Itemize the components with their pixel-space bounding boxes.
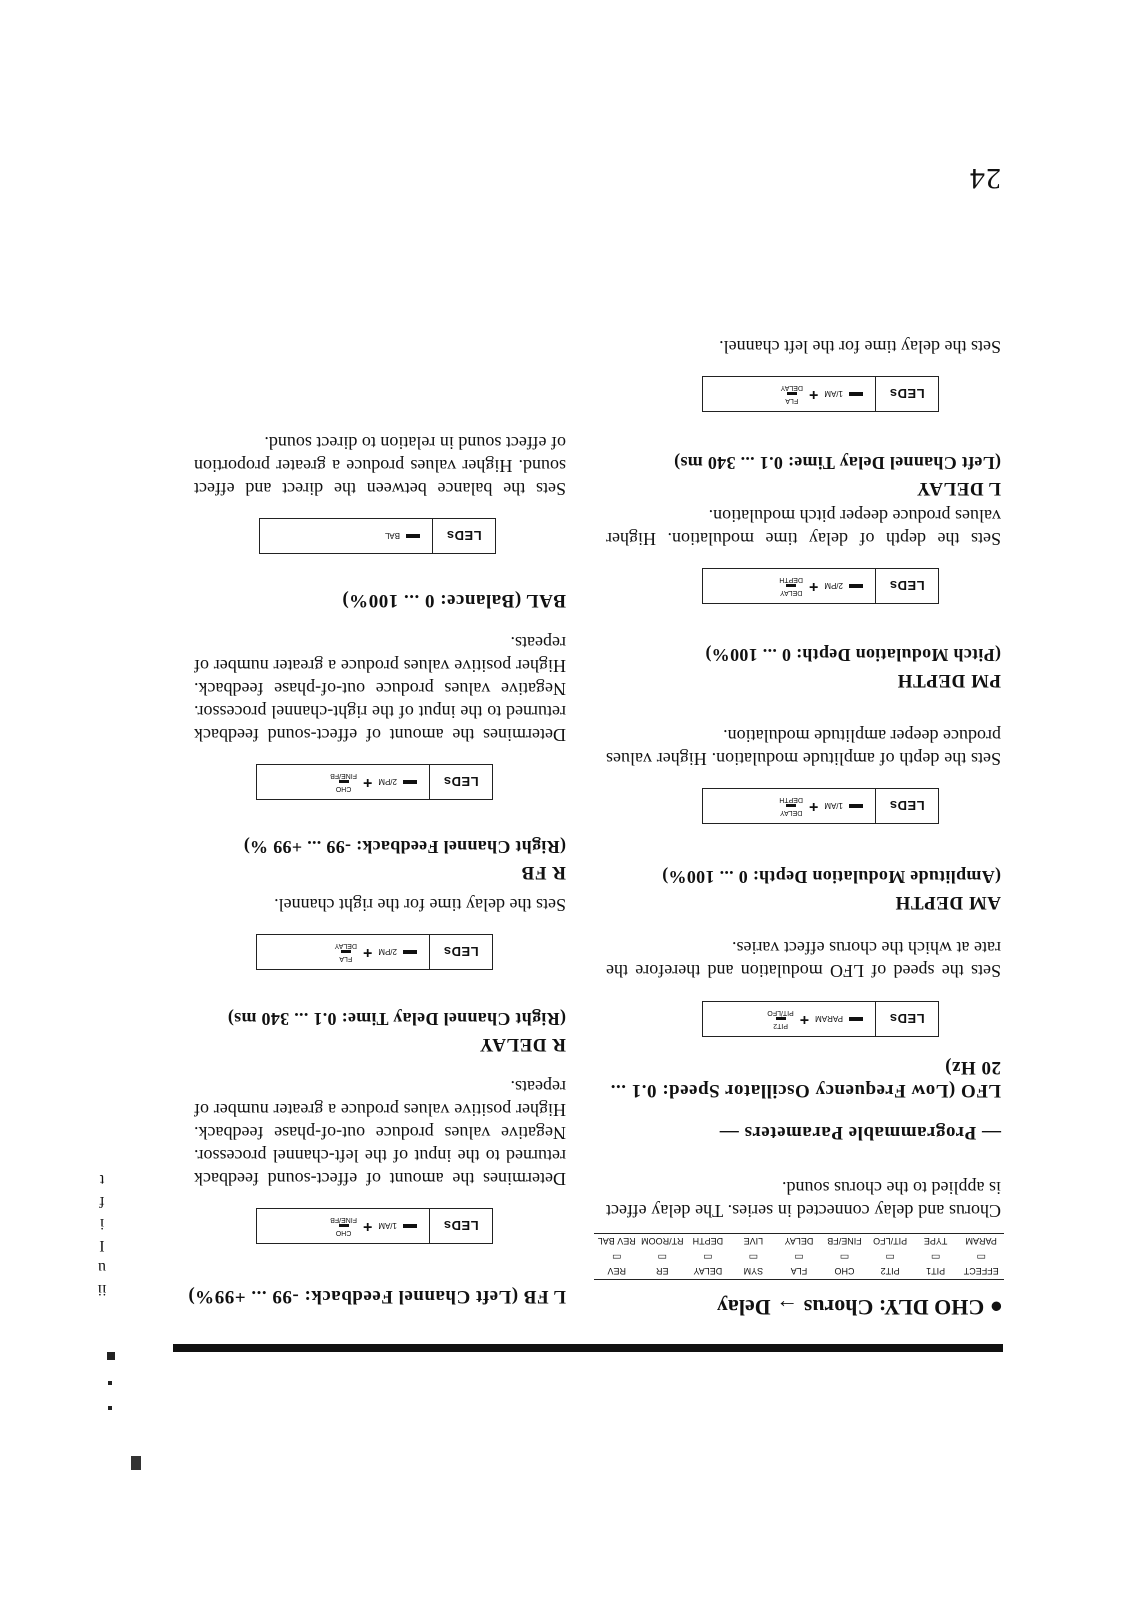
led-bar-icon — [849, 392, 863, 396]
panel-revbal: REV BAL — [597, 1236, 636, 1247]
margin-mark: u — [98, 1259, 106, 1276]
margin-mark: I — [99, 1237, 105, 1254]
led-label: LEDs — [875, 377, 938, 411]
panel-delay2: DELAY — [784, 1236, 814, 1247]
led-label: LEDs — [429, 935, 492, 969]
led-top: FLA — [785, 397, 799, 405]
rdelay-sub: (Right Channel Delay Time: 0.1 ... 340 ms) — [227, 1009, 566, 1029]
led-label: LEDs — [875, 1002, 938, 1036]
panel-pit2: PIT2 — [880, 1266, 900, 1277]
led-label: LEDs — [432, 519, 495, 553]
panel-row-param — [594, 1234, 1004, 1249]
panel-fla: FLA — [790, 1266, 808, 1277]
led-bar-icon — [406, 534, 420, 538]
led-top: DELAY — [779, 809, 803, 817]
prog-params-heading: — Programmable Parameters — — [719, 1122, 1001, 1143]
lfb-led-box — [256, 1208, 493, 1244]
rfb-desc: Determines the amount of effect-sound feedback returned to the input of the right-channel processor. Negative values produce out-of-phase feedback. Higher positive values produce a greater number of repeats. — [194, 633, 566, 745]
section-title-text: CHO DLY: Chorus → Delay — [716, 1295, 985, 1320]
panel-cho: CHO — [834, 1266, 855, 1277]
lfo-desc: Sets the speed of LFO modulation and therefore the rate at which the chorus effect varies. — [606, 938, 1001, 981]
led-indicator-icon — [786, 585, 796, 588]
panel-pit1: PIT1 — [926, 1266, 946, 1277]
led-mode: BAL — [384, 531, 400, 541]
led-bar-icon — [849, 584, 863, 588]
ldelay-sub: (Left Channel Delay Time: 0.1 ... 340 ms) — [673, 453, 1001, 473]
lfo-led-box — [702, 1001, 939, 1037]
panel-param-label: PARAM — [965, 1236, 997, 1247]
led-bar-icon — [403, 780, 417, 784]
led-bar-icon — [849, 804, 863, 808]
led-top: DELAY — [779, 589, 803, 597]
panel-type: TYPE — [923, 1236, 948, 1247]
pm-heading: PM DEPTH — [897, 670, 1001, 691]
plus-icon: + — [362, 1218, 373, 1235]
pm-led-box — [702, 568, 939, 604]
lfo-heading: LFO (Low Frequency Oscillator Speed: 0.1 ... 20 Hz) — [610, 1057, 1001, 1101]
led-label: LEDs — [875, 569, 938, 603]
plus-icon: + — [808, 386, 819, 403]
led-bar-icon — [403, 950, 417, 954]
bal-desc: Sets the balance between the direct and effect sound. Higher values produce a greater proportion of effect sound in relation to direct sound. — [194, 433, 566, 499]
led-bottom: DELAY — [334, 942, 357, 950]
led-bottom: DELAY — [780, 384, 803, 392]
intro-text: Chorus and delay connected in series. The delay effect is applied to the chorus sound. — [606, 1178, 1001, 1221]
plus-icon: + — [799, 1011, 810, 1028]
binding-smudge — [131, 1456, 141, 1470]
panel-live: LIVE — [743, 1236, 764, 1247]
panel-effect-label: EFFECT — [963, 1266, 999, 1277]
led-bar-icon — [403, 1224, 417, 1228]
led-bottom: DEPTH — [779, 796, 803, 804]
led-indicator-icon — [339, 781, 349, 784]
panel-er: ER — [656, 1266, 669, 1277]
lfb-heading: L FB (Left Channel Feedback: -99 ... +99%) — [187, 1286, 566, 1307]
led-mode: 1/AM — [378, 1221, 397, 1231]
panel-finefb: FINE/FB — [827, 1236, 862, 1247]
am-sub: (Amplitude Modulation Depth: 0 ... 100%) — [661, 867, 1001, 887]
rdelay-desc: Sets the delay time for the right channel. — [274, 895, 566, 915]
ldelay-heading: L DELAY — [916, 478, 1001, 499]
binding-dot — [108, 1381, 112, 1385]
led-label: LEDs — [875, 789, 938, 823]
page-number: 24 — [969, 162, 1001, 195]
led-bottom: FINE/FB — [330, 1216, 357, 1224]
bal-heading: BAL (Balance: 0 ... 100%) — [341, 590, 566, 611]
led-top: FLA — [339, 955, 353, 963]
effect-param-panel — [594, 1233, 1004, 1280]
pm-sub: (Pitch Modulation Depth: 0 ... 100%) — [705, 645, 1001, 665]
binding-dot — [107, 1352, 115, 1360]
panel-depth: DEPTH — [692, 1236, 724, 1247]
am-led-box — [702, 788, 939, 824]
panel-row-effect — [594, 1264, 1004, 1279]
led-bottom: FINE/FB — [330, 772, 357, 780]
led-indicator-icon — [786, 805, 796, 808]
ldelay-desc: Sets the delay time for the left channel. — [719, 337, 1001, 357]
margin-mark: f — [99, 1193, 105, 1210]
led-mode: PARAM — [815, 1014, 843, 1024]
rfb-led-box — [256, 764, 493, 800]
margin-mark: t — [99, 1171, 105, 1188]
binding-dot — [108, 1406, 112, 1410]
panel-pitlfo: PIT/LFO — [873, 1236, 908, 1247]
panel-sym: SYM — [743, 1266, 764, 1277]
pm-desc: Sets the depth of delay time modulation. Higher values produce deeper pitch modulation. — [606, 506, 1001, 549]
rfb-heading: R FB — [521, 862, 566, 883]
bal-led-box — [259, 518, 496, 554]
ldelay-led-box — [702, 376, 939, 412]
rdelay-led-box — [256, 934, 493, 970]
led-mode: 2/PM — [824, 581, 843, 591]
plus-icon: + — [808, 578, 819, 595]
led-top: PIT2 — [773, 1022, 788, 1030]
section-title — [717, 1294, 1003, 1320]
panel-rev: REV — [607, 1266, 626, 1277]
panel-delay: DELAY — [693, 1266, 723, 1277]
am-heading: AM DEPTH — [895, 892, 1001, 913]
bullet-icon: ● — [989, 1295, 1003, 1320]
plus-icon: + — [808, 798, 819, 815]
rdelay-heading: R DELAY — [479, 1034, 566, 1055]
binding-marks — [95, 1168, 109, 1300]
led-top: CHO — [335, 1229, 352, 1237]
margin-mark: ii — [97, 1281, 107, 1298]
lfb-desc: Determines the amount of effect-sound feedback returned to the input of the left-channel processor. Negative values produce out-of-phase feedback. Higher positive values produce a greater number of repeats. — [194, 1077, 566, 1189]
led-indicator-icon — [776, 1018, 786, 1021]
led-mode: 1/AM — [824, 801, 843, 811]
led-indicator-icon — [787, 393, 797, 396]
panel-led-row: ▭ ▭ ▭ ▭ ▭ ▭ ▭ ▭ ▭ — [612, 1251, 986, 1262]
led-label: LEDs — [429, 765, 492, 799]
margin-mark: i — [99, 1215, 105, 1232]
led-bottom: DEPTH — [779, 576, 803, 584]
led-top: CHO — [335, 785, 352, 793]
panel-rtroom: RT/ROOM — [641, 1236, 684, 1247]
led-label: LEDs — [429, 1209, 492, 1243]
led-mode: 2/PM — [378, 777, 397, 787]
led-bar-icon — [849, 1017, 863, 1021]
am-desc: Sets the depth of amplitude modulation. Higher values produce deeper amplitude modulation. — [606, 726, 1001, 769]
led-mode: 2/PM — [378, 947, 397, 957]
rfb-sub: (Right Channel Feedback: -99 ... +99 %) — [243, 837, 566, 857]
header-rule — [173, 1344, 1003, 1352]
plus-icon: + — [362, 944, 373, 961]
led-bottom: PIT/LFO — [767, 1009, 794, 1017]
led-mode: 1/AM — [824, 389, 843, 399]
plus-icon: + — [362, 774, 373, 791]
led-indicator-icon — [339, 1225, 349, 1228]
led-indicator-icon — [341, 951, 351, 954]
